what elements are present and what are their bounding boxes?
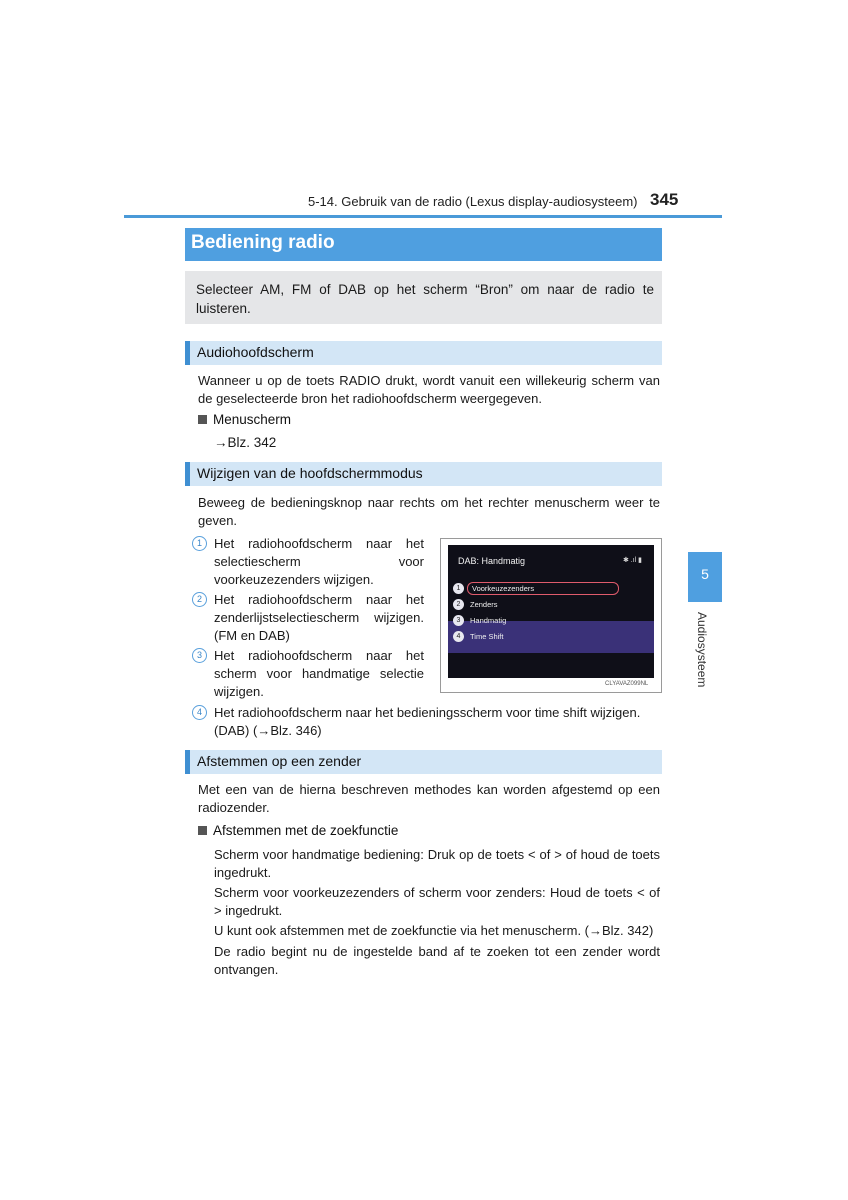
section-title: Wijzigen van de hoofdschermmodus	[197, 465, 423, 481]
bullet-label: Menuscherm	[213, 412, 292, 427]
section-title: Afstemmen op een zender	[197, 753, 362, 769]
screen-menu-item	[453, 615, 643, 629]
modus-item-4: Het radiohoofdscherm naar het bedieningsscherm voor time shift wijzigen. (DAB) (→Blz. 346)	[214, 705, 641, 738]
modus-item-2: Het radiohoofdscherm naar het zenderlijstselectiescherm wijzigen. (FM en DAB)	[214, 592, 424, 643]
menu-number: 3	[453, 615, 464, 626]
item-number-2: 2	[192, 592, 207, 607]
modus-item-3: Het radiohoofdscherm naar het scherm voor handmatige selectie wijzigen.	[214, 648, 424, 699]
header-rule	[124, 215, 722, 218]
screen-menu-item	[453, 599, 643, 613]
audio-body-text: Wanneer u op de toets RADIO drukt, wordt vanuit een willekeurig scherm van de geselecteerde bron het radiohoofdscherm weergegeven.	[198, 373, 660, 406]
item-number-3: 3	[192, 648, 207, 663]
menu-label: Time Shift	[470, 632, 504, 641]
running-header-title: 5-14. Gebruik van de radio (Lexus display-audiosysteem)	[308, 194, 638, 209]
status-icons: ✱ .ıl ▮	[622, 557, 642, 564]
page-reference: →Blz. 342	[214, 435, 277, 450]
item-number-4: 4	[192, 705, 207, 720]
page-number: 345	[650, 190, 679, 209]
modus-body-text: Beweeg de bedieningsknop naar rechts om het rechter menuscherm weer te geven.	[198, 495, 660, 528]
section-title: Audiohoofdscherm	[197, 344, 314, 360]
afstemmen-body-text: Met een van de hierna beschreven methodes kan worden afgestemd op een radiozender.	[198, 782, 660, 815]
menu-number: 4	[453, 631, 464, 642]
section-header-afstemmen	[185, 750, 662, 774]
menu-number: 2	[453, 599, 464, 610]
dab-screen	[448, 545, 654, 678]
item-number-1: 1	[192, 536, 207, 551]
screen-title: DAB: Handmatig	[458, 556, 526, 566]
afstemmen-line-4: De radio begint nu de ingestelde band af te zoeken tot een zender wordt ontvangen.	[214, 944, 660, 977]
bullet-square-icon	[198, 415, 207, 424]
bullet-label: Afstemmen met de zoekfunctie	[213, 823, 399, 838]
section-header-wijzigen	[185, 462, 662, 486]
modus-item-1: Het radiohoofdscherm naar het selectiescherm voor voorkeuzezenders wijzigen.	[214, 536, 424, 587]
bullet-zoekfunctie	[198, 823, 398, 838]
menu-label: Zenders	[470, 600, 498, 609]
intro-text: Selecteer AM, FM of DAB op het scherm “Bron” om naar de radio te luisteren.	[196, 282, 654, 316]
menu-label: Voorkeuzezenders	[467, 582, 619, 595]
image-code: CLYAVAZ099NL	[605, 681, 649, 687]
chapter-number: 5	[701, 566, 709, 582]
page-title: Bediening radio	[191, 232, 335, 253]
menu-label: Handmatig	[470, 616, 507, 625]
bullet-menuscherm	[198, 412, 291, 427]
afstemmen-line-1: Scherm voor handmatige bediening: Druk op de toets < of > of houd de toets ingedrukt.	[214, 847, 660, 880]
afstemmen-line-2: Scherm voor voorkeuzezenders of scherm voor zenders: Houd de toets < of > ingedrukt.	[214, 885, 660, 918]
menu-number: 1	[453, 583, 464, 594]
screen-menu-item	[453, 583, 643, 597]
afstemmen-line-3: U kunt ook afstemmen met de zoekfunctie via het menuscherm. (→Blz. 342)	[214, 923, 654, 938]
section-header-audiohoofdscherm	[185, 341, 662, 365]
screen-menu-item	[453, 631, 643, 645]
bullet-square-icon	[198, 826, 207, 835]
chapter-label: Audiosysteem	[695, 612, 709, 688]
